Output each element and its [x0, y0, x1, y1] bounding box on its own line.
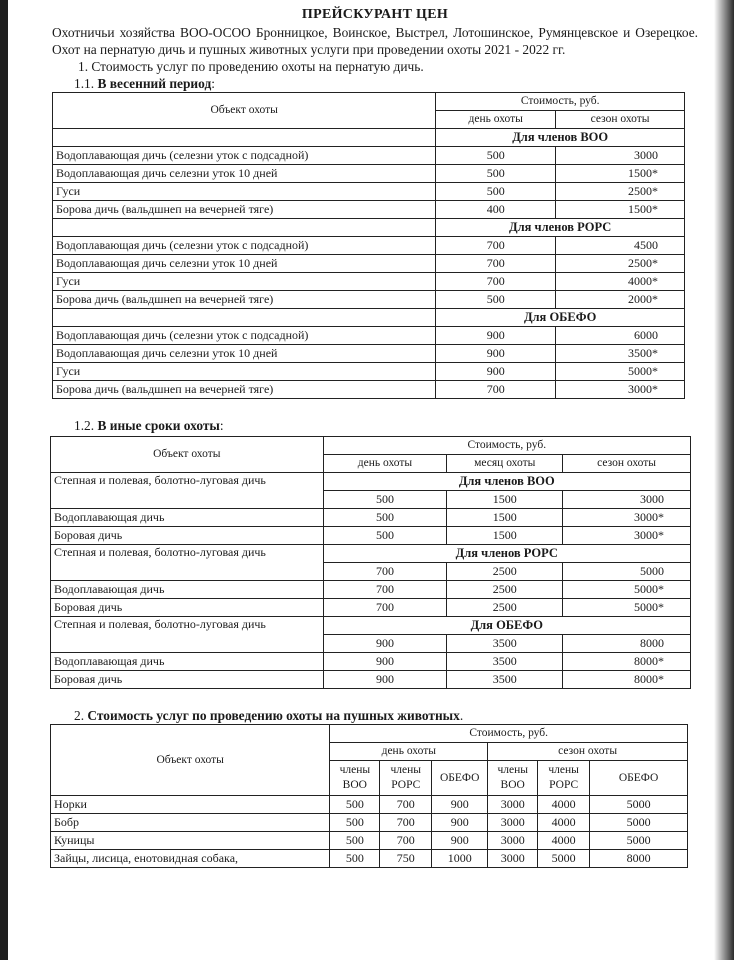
month-price-cell: 3500 [447, 635, 563, 653]
season-price-cell: 8000* [563, 653, 691, 671]
table-row [51, 814, 688, 832]
table-row [53, 363, 685, 381]
price-cell: 4000 [538, 796, 590, 814]
season-price-cell: 5000* [563, 581, 691, 599]
group-label: Для членов ВОО [323, 473, 690, 491]
price-cell: 900 [432, 832, 488, 850]
object-cell: Водоплавающая дичь (селезни уток с подсадной) [53, 237, 436, 255]
header-object: Объект охоты [51, 437, 324, 473]
table-row [51, 581, 691, 599]
object-cell: Степная и полевая, болотно-луговая дичь [51, 617, 324, 653]
object-cell: Степная и полевая, болотно-луговая дичь [51, 545, 324, 581]
table-row [53, 345, 685, 363]
table-row [51, 796, 688, 814]
day-price-cell: 900 [436, 327, 556, 345]
object-cell: Водоплавающая дичь [51, 653, 324, 671]
object-cell: Борова дичь (вальдшнеп на вечерней тяге) [53, 381, 436, 399]
header-day: день охоты [323, 455, 447, 473]
day-price-cell: 500 [323, 509, 447, 527]
day-price-cell: 700 [436, 273, 556, 291]
object-cell: Норки [51, 796, 330, 814]
header-day-voo: члены ВОО [330, 761, 380, 796]
season-price-cell: 8000* [563, 671, 691, 689]
price-cell: 900 [432, 796, 488, 814]
season-price-cell: 1500* [556, 165, 685, 183]
season-price-cell: 8000 [563, 635, 691, 653]
season-price-cell: 5000* [563, 599, 691, 617]
table-row [53, 291, 685, 309]
object-cell: Гуси [53, 183, 436, 201]
season-price-cell: 1500* [556, 201, 685, 219]
section-1-1-heading [74, 75, 698, 92]
section-title: В иные сроки охоты [97, 418, 220, 433]
price-cell: 3000 [488, 832, 538, 850]
header-season: сезон охоты [488, 743, 688, 761]
object-cell: Водоплавающая дичь [51, 581, 324, 599]
table-row [53, 183, 685, 201]
table-row [51, 599, 691, 617]
object-cell: Бобр [51, 814, 330, 832]
price-cell: 700 [380, 832, 432, 850]
table-row [53, 147, 685, 165]
object-cell: Водоплавающая дичь (селезни уток с подсадной) [53, 147, 436, 165]
object-cell: Водоплавающая дичь [51, 509, 324, 527]
month-price-cell: 1500 [447, 509, 563, 527]
price-cell: 5000 [590, 832, 688, 850]
price-cell: 1000 [432, 850, 488, 868]
table-row [51, 617, 691, 635]
table-row [51, 509, 691, 527]
day-price-cell: 500 [436, 165, 556, 183]
season-price-cell: 6000 [556, 327, 685, 345]
table-row [51, 832, 688, 850]
group-label: Для членов РОРС [323, 545, 690, 563]
section-suffix: . [459, 708, 464, 723]
header-season-rors: члены РОРС [538, 761, 590, 796]
season-price-cell: 3500* [556, 345, 685, 363]
group-label: Для ОБЕФО [323, 617, 690, 635]
season-price-cell: 2500* [556, 183, 685, 201]
table-row [51, 527, 691, 545]
fur-animals-price-table [50, 724, 688, 868]
day-price-cell: 400 [436, 201, 556, 219]
header-object: Объект охоты [53, 93, 436, 129]
object-cell: Водоплавающая дичь селезни уток 10 дней [53, 255, 436, 273]
price-cell: 4000 [538, 814, 590, 832]
day-price-cell: 700 [436, 255, 556, 273]
group-blank-cell [53, 309, 436, 327]
day-price-cell: 500 [436, 183, 556, 201]
group-label: Для ОБЕФО [436, 309, 685, 327]
month-price-cell: 3500 [447, 653, 563, 671]
day-price-cell: 900 [436, 345, 556, 363]
section-1-2-heading [74, 417, 698, 434]
month-price-cell: 3500 [447, 671, 563, 689]
day-price-cell: 500 [436, 147, 556, 165]
month-price-cell: 2500 [447, 581, 563, 599]
month-price-cell: 1500 [447, 527, 563, 545]
object-cell: Водоплавающая дичь селезни уток 10 дней [53, 345, 436, 363]
price-cell: 5000 [538, 850, 590, 868]
season-price-cell: 4000* [556, 273, 685, 291]
price-cell: 500 [330, 850, 380, 868]
day-price-cell: 500 [323, 491, 447, 509]
section-title: Стоимость услуг по проведению охоты на пушных животных [87, 708, 460, 723]
header-object: Объект охоты [51, 725, 330, 796]
day-price-cell: 700 [436, 381, 556, 399]
price-cell: 3000 [488, 814, 538, 832]
group-blank-cell [53, 129, 436, 147]
day-price-cell: 700 [323, 599, 447, 617]
group-blank-cell [53, 219, 436, 237]
day-price-cell: 700 [323, 581, 447, 599]
page-title: ПРЕЙСКУРАНТ ЦЕН [301, 7, 449, 22]
price-cell: 500 [330, 832, 380, 850]
season-price-cell: 5000* [556, 363, 685, 381]
season-price-cell: 5000 [563, 563, 691, 581]
price-cell: 5000 [590, 814, 688, 832]
table-row [51, 653, 691, 671]
object-cell: Борова дичь (вальдшнеп на вечерней тяге) [53, 201, 436, 219]
table-row [53, 165, 685, 183]
header-day: день охоты [330, 743, 488, 761]
header-season-obefo: ОБЕФО [590, 761, 688, 796]
object-cell: Зайцы, лисица, енотовидная собака, [51, 850, 330, 868]
section-suffix: : [211, 76, 215, 91]
table-row [53, 255, 685, 273]
page-shadow-left [0, 0, 8, 960]
object-cell: Гуси [53, 363, 436, 381]
price-cell: 500 [330, 814, 380, 832]
price-cell: 700 [380, 814, 432, 832]
header-cost: Стоимость, руб. [323, 437, 690, 455]
season-price-cell: 3000* [563, 527, 691, 545]
object-cell: Борова дичь (вальдшнеп на вечерней тяге) [53, 291, 436, 309]
table-row [53, 201, 685, 219]
table-row [53, 381, 685, 399]
table-row [51, 473, 691, 491]
season-price-cell: 4500 [556, 237, 685, 255]
day-price-cell: 900 [323, 653, 447, 671]
document-page [52, 0, 698, 868]
season-price-cell: 3000* [563, 509, 691, 527]
season-price-cell: 3000 [556, 147, 685, 165]
price-cell: 3000 [488, 796, 538, 814]
section-suffix: : [219, 418, 224, 433]
month-price-cell: 2500 [447, 599, 563, 617]
object-cell: Водоплавающая дичь (селезни уток с подсадной) [53, 327, 436, 345]
price-cell: 3000 [488, 850, 538, 868]
section-1-heading: 1. Стоимость услуг по проведению охоты на пернатую дичь. [78, 59, 424, 74]
header-cost: Стоимость, руб. [436, 93, 685, 111]
day-price-cell: 500 [436, 291, 556, 309]
header-day-rors: члены РОРС [380, 761, 432, 796]
day-price-cell: 900 [436, 363, 556, 381]
day-price-cell: 500 [323, 527, 447, 545]
season-price-cell: 2000* [556, 291, 685, 309]
day-price-cell: 700 [323, 563, 447, 581]
object-cell: Гуси [53, 273, 436, 291]
header-day: день охоты [436, 111, 556, 129]
group-label: Для членов ВОО [436, 129, 685, 147]
header-month: месяц охоты [447, 455, 563, 473]
month-price-cell: 2500 [447, 563, 563, 581]
object-cell: Боровая дичь [51, 599, 324, 617]
price-cell: 8000 [590, 850, 688, 868]
group-row [53, 129, 685, 147]
price-cell: 5000 [590, 796, 688, 814]
group-row [53, 309, 685, 327]
day-price-cell: 700 [436, 237, 556, 255]
section-2-heading [74, 707, 698, 724]
header-cost: Стоимость, руб. [330, 725, 688, 743]
season-price-cell: 3000 [563, 491, 691, 509]
table-row [51, 671, 691, 689]
day-price-cell: 900 [323, 635, 447, 653]
header-season-voo: члены ВОО [488, 761, 538, 796]
table-row [51, 545, 691, 563]
table-row [53, 237, 685, 255]
month-price-cell: 1500 [447, 491, 563, 509]
season-price-cell: 3000* [556, 381, 685, 399]
season-price-cell: 2500* [556, 255, 685, 273]
header-season: сезон охоты [563, 455, 691, 473]
object-cell: Куницы [51, 832, 330, 850]
group-label: Для членов РОРС [436, 219, 685, 237]
price-cell: 900 [432, 814, 488, 832]
page-shadow-right [714, 0, 734, 960]
section-number: 1.1. [74, 76, 95, 91]
object-cell: Боровая дичь [51, 671, 324, 689]
table-row [53, 273, 685, 291]
section-title: В весенний период [97, 76, 212, 91]
section-number: 1.2. [74, 418, 95, 433]
table-row [53, 327, 685, 345]
price-cell: 500 [330, 796, 380, 814]
other-periods-price-table [50, 436, 691, 689]
header-season: сезон охоты [556, 111, 685, 129]
header-day-obefo: ОБЕФО [432, 761, 488, 796]
spring-price-table [52, 92, 685, 399]
price-cell: 750 [380, 850, 432, 868]
object-cell: Боровая дичь [51, 527, 324, 545]
section-number: 2. [74, 708, 85, 723]
object-cell: Водоплавающая дичь селезни уток 10 дней [53, 165, 436, 183]
price-cell: 4000 [538, 832, 590, 850]
intro-paragraph: Охотничьи хозяйства ВОО-ОСОО Бронницкое, Воинское, Выстрел, Лотошинское, Румянцевское и Озерецкое. Охот на пернатую дичь и пушных животных услуги при проведении охоты 2021 - 2022 гг. [52, 25, 698, 57]
group-row [53, 219, 685, 237]
table-row [51, 850, 688, 868]
day-price-cell: 900 [323, 671, 447, 689]
price-cell: 700 [380, 796, 432, 814]
object-cell: Степная и полевая, болотно-луговая дичь [51, 473, 324, 509]
